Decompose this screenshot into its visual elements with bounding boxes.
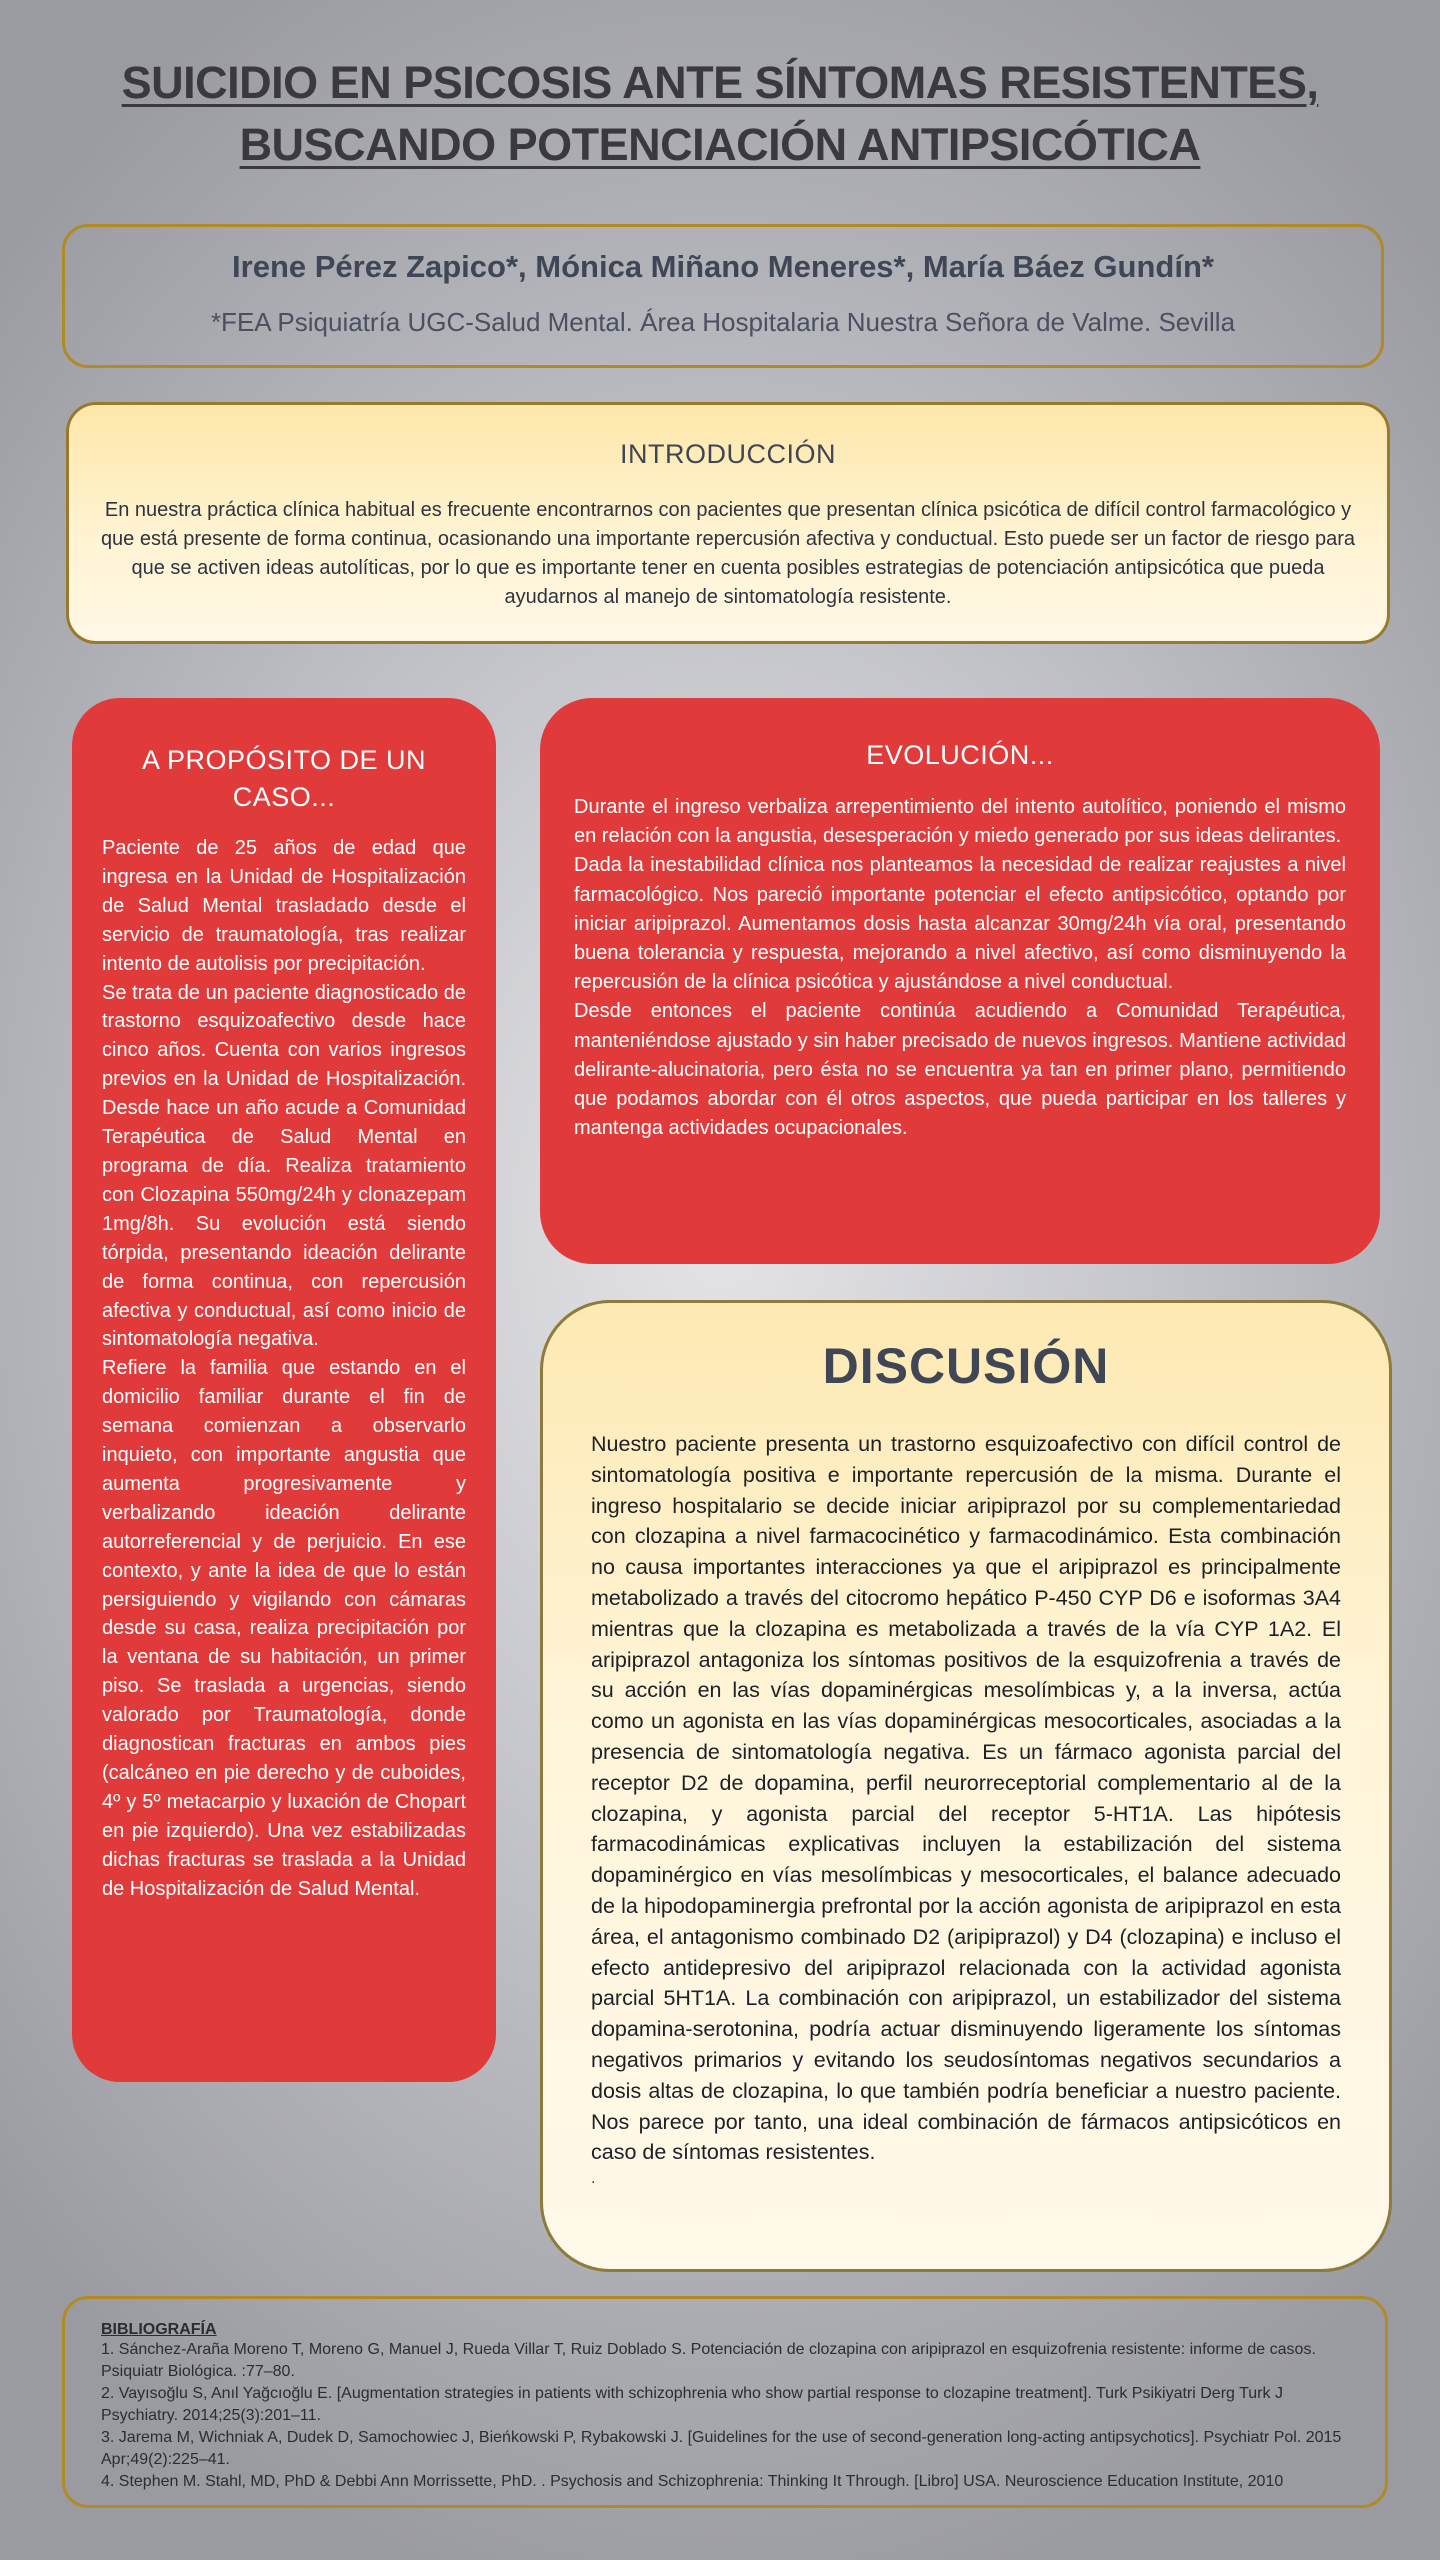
case-paragraph: Refiere la familia que estando en el domicilio familiar durante el fin de semana comienzan a observarlo inquieto, con importante angustia que aumenta progresivamente y verbalizando ideación delirante autorreferencial y de perjuicio. En ese contexto, y ante la idea de que lo están persiguiendo y vigilando con cámaras desde su casa, realiza precipitación por la ventana de su habitación, un primer piso. Se traslada a urgencias, siendo valorado por Traumatología, donde diagnostican fracturas en ambos pies (calcáneo en pie derecho y de cuboides, 4º y 5º metacarpio y luxación de Chopart en pie izquierdo). Una vez estabilizadas dichas fracturas se traslada a la Unidad de Hospitalización de Salud Mental. — [102, 1357, 466, 1900]
evolution-section — [540, 698, 1380, 1264]
case-heading: A PROPÓSITO DE UN CASO... — [141, 745, 427, 812]
case-paragraph: Paciente de 25 años de edad que ingresa en la Unidad de Hospitalización de Salud Mental trasladado desde el servicio de traumatología, tras realizar intento de autolisis por precipitación. — [102, 837, 466, 975]
introduction-text: En nuestra práctica clínica habitual es frecuente encontrarnos con pacientes que presentan clínica psicótica de difícil control farmacológico y que está presente de forma continua, ocasionando una importante repercusión afectiva y conductual. Esto puede ser un factor de riesgo para que se activen ideas autolíticas, por lo que es importante tener en cuenta posibles estrategias de potenciación antipsicótica que pueda ayudarnos al manejo de sintomatología resistente. — [100, 499, 1356, 608]
evolution-paragraph: Dada la inestabilidad clínica nos planteamos la necesidad de realizar reajustes a nivel farmacológico. Nos pareció importante potenciar el efecto antipsicótico, optando por iniciar aripiprazol. Aumentamos dosis hasta alcanzar 30mg/24h vía oral, presentando buena tolerancia y respuesta, mejorando a nivel afectivo, así como disminuyendo la repercusión de la clínica psicótica y ajustándose a nivel conductual. — [574, 854, 1346, 994]
discussion-heading: DISCUSIÓN — [822, 1338, 1110, 1394]
evolution-heading: EVOLUCIÓN... — [866, 740, 1054, 770]
introduction-heading: INTRODUCCIÓN — [620, 439, 836, 469]
bibliography-item: 4. Stephen M. Stahl, MD, PhD & Debbi Ann Morrissette, PhD. . Psychosis and Schizophrenia: Thinking It Through. [Libro] USA. Neuroscience Education Institute, 2010 — [101, 2473, 1284, 2490]
evolution-paragraph: Durante el ingreso verbaliza arrepentimiento del intento autolítico, poniendo el mismo en relación con la angustia, desesperación y miedo generado por sus ideas delirantes. — [574, 796, 1346, 848]
poster-title — [60, 52, 1380, 176]
author-affiliation: *FEA Psiquiatría UGC-Salud Mental. Área Hospitalaria Nuestra Señora de Valme. Sevilla — [210, 307, 1236, 337]
title-line-2: BUSCANDO POTENCIACIÓN ANTIPSICÓTICA — [239, 119, 1201, 170]
bibliography-section — [62, 2296, 1388, 2508]
evolution-paragraph: Desde entonces el paciente continúa acudiendo a Comunidad Terapéutica, manteniéndose ajustado y sin haber precisado de nuevos ingresos. Mantiene actividad delirante-alucinatoria, pero ésta no se encuentra ya tan en primer plano, permitiendo que podamos abordar con él otros aspectos, que pueda participar en los talleres y mantenga actividades ocupacionales. — [574, 1000, 1346, 1140]
discussion-section — [540, 1300, 1392, 2272]
title-line-1: SUICIDIO EN PSICOSIS ANTE SÍNTOMAS RESISTENTES, — [121, 57, 1319, 108]
discussion-text: Nuestro paciente presenta un trastorno esquizoafectivo con difícil control de sintomatología positiva e importante repercusión de la misma. Durante el ingreso hospitalario se decide iniciar aripiprazol por su complementariedad con clozapina a nivel farmacocinético y farmacodinámico. Esta combinación no causa importantes interacciones ya que el aripiprazol es principalmente metabolizado a través del citocromo hepático P-450 CYP D6 e isoformas 3A4 mientras que la clozapina es metabolizada a través de la vía CYP 1A2. El aripiprazol antagoniza los síntomas positivos de la esquizofrenia a través de su acción en las vías dopaminérgicas mesolímbicas y, a la inversa, actúa como un agonista en las vías dopaminérgicas mesocorticales, asociadas a la presencia de sintomatología negativa. Es un fármaco agonista parcial del receptor D2 de dopamina, perfil neurorreceptorial complementario al de la clozapina, y agonista parcial del receptor 5-HT1A. Las hipótesis farmacodinámicas explicativas incluyen la estabilización del sistema dopaminérgico en vías mesolímbicas y mesocorticales, el balance adecuado de la hipodopaminergia prefrontal por la acción agonista de aripiprazol en esta área, el antagonismo combinado D2 (aripiprazol) y D4 (clozapina) e incluso el efecto antidepresivo del aripiprazol relacionada con la actividad agonista parcial 5HT1A. La combinación con aripiprazol, un estabilizador del sistema dopamina-serotonina, podría actuar disminuyendo ligeramente los síntomas negativos primarios y evitando los seudosíntomas negativos secundarios a dosis altas de clozapina, lo que también podría beneficiar a nuestro paciente. Nos parece por tanto, una ideal combinación de fármacos antipsicóticos en caso de síntomas resistentes. — [591, 1432, 1341, 2165]
bibliography-item: 2. Vayısoğlu S, Anıl Yağcıoğlu E. [Augmentation strategies in patients with schizophrenia who show partial response to clozapine treatment]. Turk Psikiyatri Derg Turk J Psychiatry. 2014;25(3):201–11. — [101, 2385, 1283, 2424]
bibliography-item: 1. Sánchez-Araña Moreno T, Moreno G, Manuel J, Rueda Villar T, Ruiz Doblado S. Potenciación de clozapina con aripiprazol en esquizofrenia resistente: informe de casos. Psiquiatr Biológica. :77–80. — [101, 2341, 1316, 2380]
bibliography-item: 3. Jarema M, Wichniak A, Dudek D, Samochowiec J, Bieńkowski P, Rybakowski J. [Guidelines for the use of second-generation long-acting antipsychotics]. Psychiatr Pol. 2015 Apr;49(2):225–41. — [101, 2429, 1342, 2468]
bibliography-heading: BIBLIOGRAFÍA — [101, 2321, 217, 2338]
discussion-trailing-dot: . — [591, 2170, 596, 2188]
introduction-section — [66, 402, 1390, 644]
case-section — [72, 698, 496, 2082]
case-text — [102, 834, 466, 1904]
case-paragraph: Se trata de un paciente diagnosticado de trastorno esquizoafectivo desde hace cinco años. Cuenta con varios ingresos previos en la Unidad de Hospitalización. Desde hace un año acude a Comunidad Terapéutica de Salud Mental en programa de día. Realiza tratamiento con Clozapina 550mg/24h y clonazepam 1mg/8h. Su evolución está siendo tórpida, presentando ideación delirante de forma continua, con repercusión afectiva y conductual, así como inicio de sintomatología negativa. — [102, 981, 466, 1351]
author-names: Irene Pérez Zapico*, Mónica Miñano Meneres*, María Báez Gundín* — [232, 249, 1214, 284]
authors-box — [62, 224, 1384, 368]
evolution-text — [574, 793, 1346, 1143]
